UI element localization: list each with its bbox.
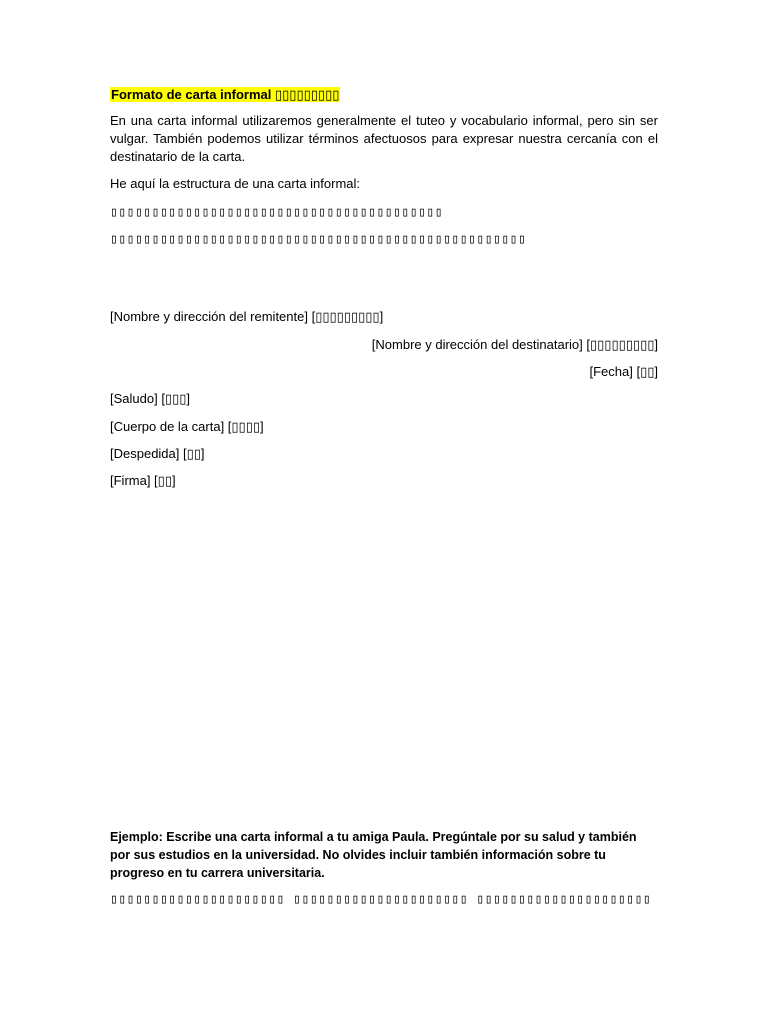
template-firma: [Firma] [▯▯] xyxy=(110,473,176,488)
example-prompt: Ejemplo: Escribe una carta informal a tu amiga Paula. Pregúntale por su salud y también por sus estudios en la universidad. No olvides incluir también información sobre tu progreso en tu carrera universitaria. xyxy=(110,830,637,880)
intro-paragraph: En una carta informal utilizaremos generalmente el tuteo y vocabulario informal, pero sin ser vulgar. También podemos utilizar términos afectuosos para expresar nuestra cercanía con el destinatario de la carta. xyxy=(110,113,658,164)
template-cuerpo: [Cuerpo de la carta] [▯▯▯▯] xyxy=(110,419,264,434)
title-highlight xyxy=(110,87,340,102)
template-saludo: [Saludo] [▯▯▯] xyxy=(110,391,190,406)
document-title xyxy=(110,86,340,104)
template-despedida: [Despedida] [▯▯] xyxy=(110,446,205,461)
template-remitente: [Nombre y dirección del remitente] [▯▯▯▯▯▯▯▯▯] xyxy=(110,309,384,324)
structure-cjk-text: ▯▯▯▯▯▯▯▯▯▯▯▯▯▯▯▯▯▯▯▯▯▯▯▯▯▯▯▯▯▯▯▯▯▯▯▯▯▯▯▯ ▯▯▯▯▯▯▯▯▯▯▯▯▯▯▯▯▯▯▯▯▯▯▯▯▯▯▯▯▯▯▯▯▯▯▯▯▯▯▯▯▯▯▯▯▯▯▯▯▯▯ xyxy=(110,205,527,247)
template-fecha: [Fecha] [▯▯] xyxy=(589,364,658,379)
example-cjk-text: ▯▯▯▯▯▯▯▯▯▯▯▯▯▯▯▯▯▯▯▯▯ ▯▯▯▯▯▯▯▯▯▯▯▯▯▯▯▯▯▯▯▯▯ ▯▯▯▯▯▯▯▯▯▯▯▯▯▯▯▯▯▯▯▯▯ xyxy=(110,892,652,907)
structure-heading: He aquí la estructura de una carta informal: xyxy=(110,176,361,191)
title-text: Formato de carta informal xyxy=(111,87,272,102)
template-destinatario: [Nombre y dirección del destinatario] [▯▯▯▯▯▯▯▯▯] xyxy=(371,337,658,352)
title-cjk-text: ▯▯▯▯▯▯▯▯▯ xyxy=(275,87,340,102)
